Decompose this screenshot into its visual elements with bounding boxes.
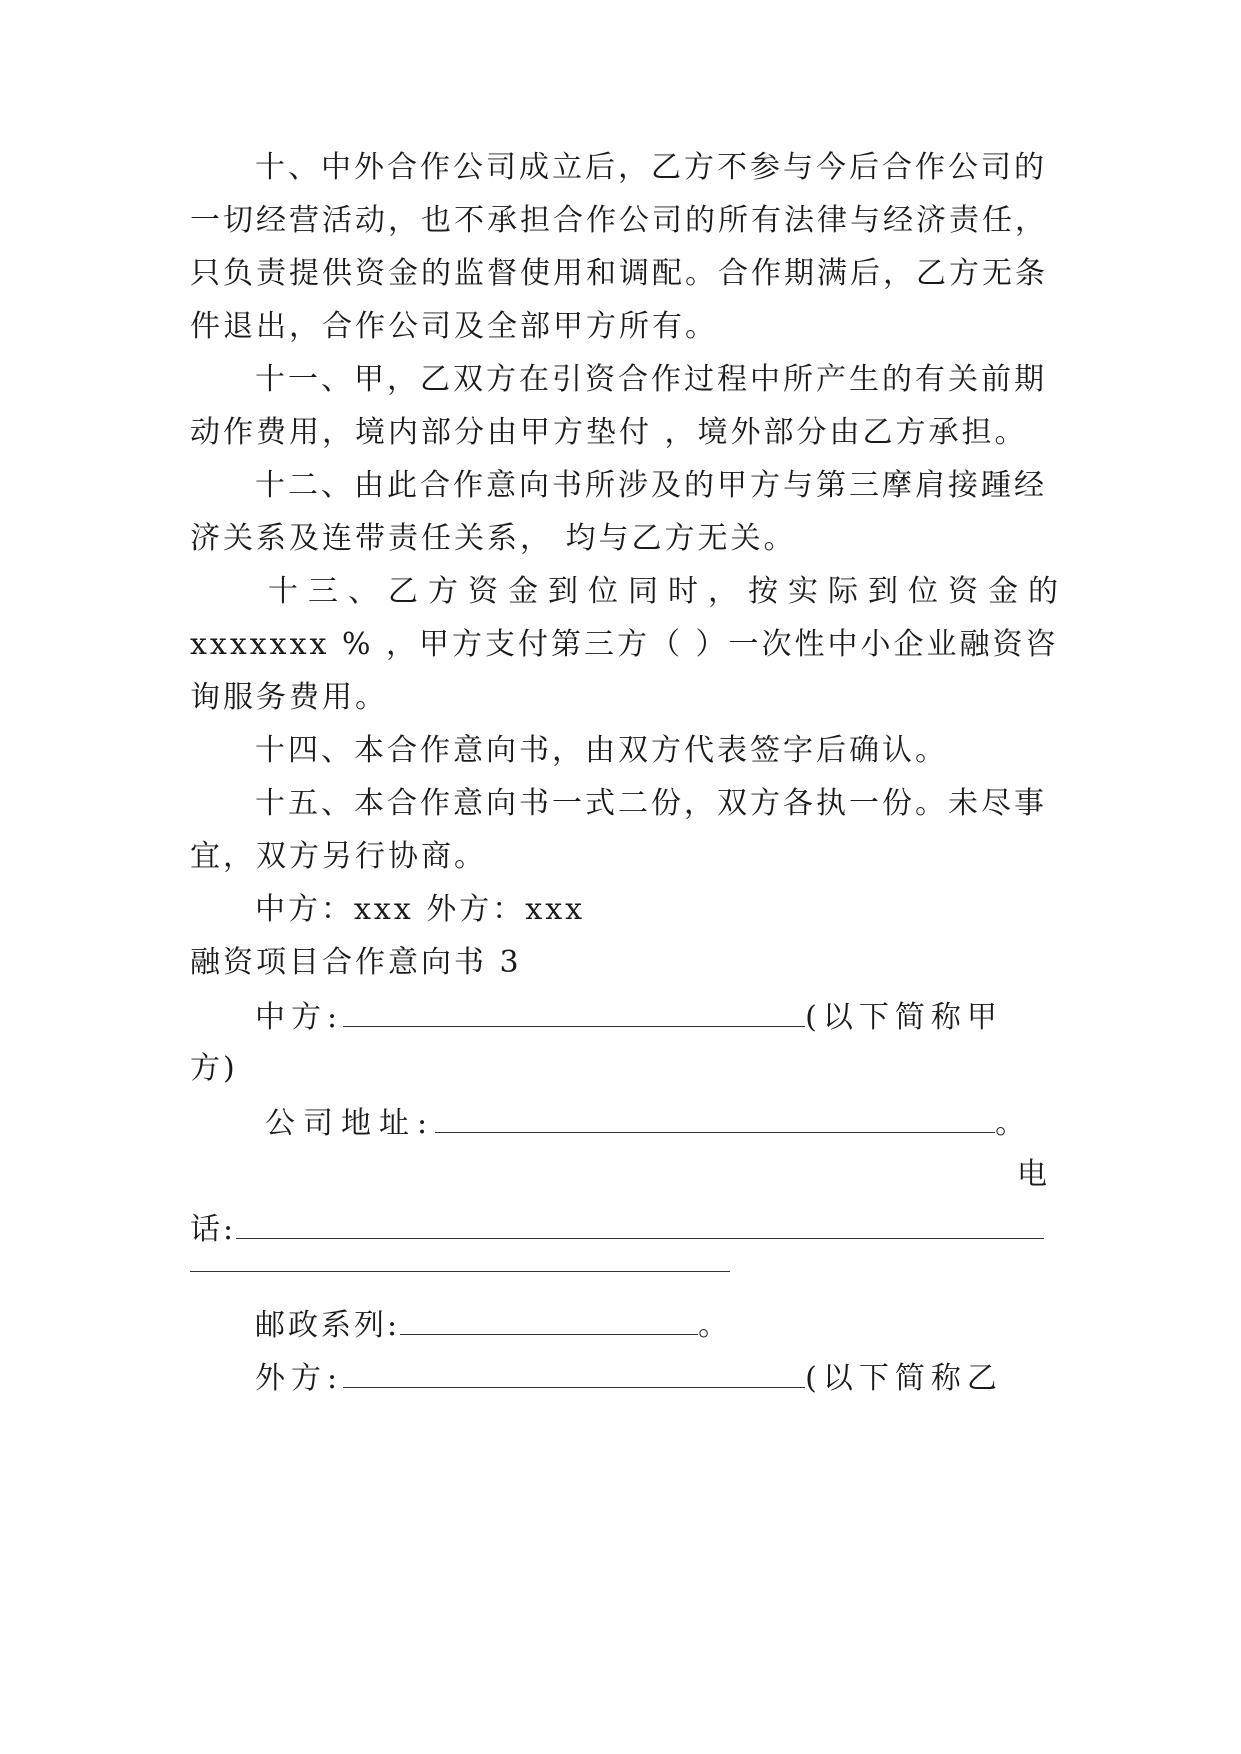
postal-blank[interactable] (400, 1304, 698, 1335)
paragraph-15-line-1: 十五、本合作意向书一式二份，双方各执一份。未尽事 (255, 786, 1047, 821)
paragraph-10-line-2: 一切经营活动，也不承担合作公司的所有法律与经济责任， (190, 203, 1048, 238)
party-a-suffix: (以下简称甲 (805, 1000, 1003, 1035)
paragraph-15-line-2: 宜，双方另行协商。 (190, 839, 487, 874)
party-a-suffix-continued: 方) (190, 1051, 238, 1086)
party-a-field (255, 996, 1050, 1038)
paragraph-10-line-1: 十、中外合作公司成立后，乙方不参与今后合作公司的 (255, 150, 1047, 185)
address-blank[interactable] (435, 1102, 995, 1133)
paragraph-10-line-3: 只负责提供资金的监督使用和调配。合作期满后，乙方无条 (190, 256, 1048, 291)
party-b-blank[interactable] (343, 1357, 805, 1388)
paragraph-14: 十四、本合作意向书，由双方代表签字后确认。 (255, 733, 948, 768)
paragraph-11-line-2: 动作费用，境内部分由甲方垫付 ，境外部分由乙方承担。 (190, 415, 1028, 450)
phone-field (190, 1208, 1050, 1250)
address-end: 。 (995, 1106, 1034, 1141)
address-label: 公司地址: (265, 1106, 436, 1141)
party-a-label: 中方: (255, 1000, 344, 1035)
section-title: 融资项目合作意向书 3 (190, 945, 522, 980)
phone-continuation-rule (190, 1271, 730, 1272)
postal-field (255, 1304, 1050, 1346)
party-b-field (255, 1357, 1050, 1399)
phone-label-part2: 话: (190, 1212, 237, 1247)
postal-end: 。 (698, 1308, 732, 1343)
phone-blank[interactable] (236, 1208, 1044, 1239)
paragraph-13-line-1: 十三、乙方资金到位同时，按实际到位资金的 (268, 574, 1068, 609)
postal-label: 邮政系列: (255, 1308, 401, 1343)
phone-label-part1: 电 (1017, 1157, 1050, 1192)
paragraph-10-line-4: 件退出，合作公司及全部甲方所有。 (190, 309, 718, 344)
party-a-blank[interactable] (343, 996, 805, 1027)
party-b-suffix: (以下简称乙 (805, 1361, 1003, 1396)
signature-line: 中方：xxx 外方：xxx (255, 892, 586, 927)
paragraph-12-line-2: 济关系及连带责任关系， 均与乙方无关。 (190, 521, 797, 556)
party-b-label: 外方: (255, 1361, 344, 1396)
address-field (265, 1102, 1065, 1144)
paragraph-13-line-2: xxxxxxx % ，甲方支付第三方（ ）一次性中小企业融资咨 (190, 627, 1059, 662)
paragraph-11-line-1: 十一、甲，乙双方在引资合作过程中所产生的有关前期 (255, 362, 1047, 397)
paragraph-13-line-3: 询服务费用。 (190, 680, 388, 715)
paragraph-12-line-1: 十二、由此合作意向书所涉及的甲方与第三摩肩接踵经 (255, 468, 1047, 503)
